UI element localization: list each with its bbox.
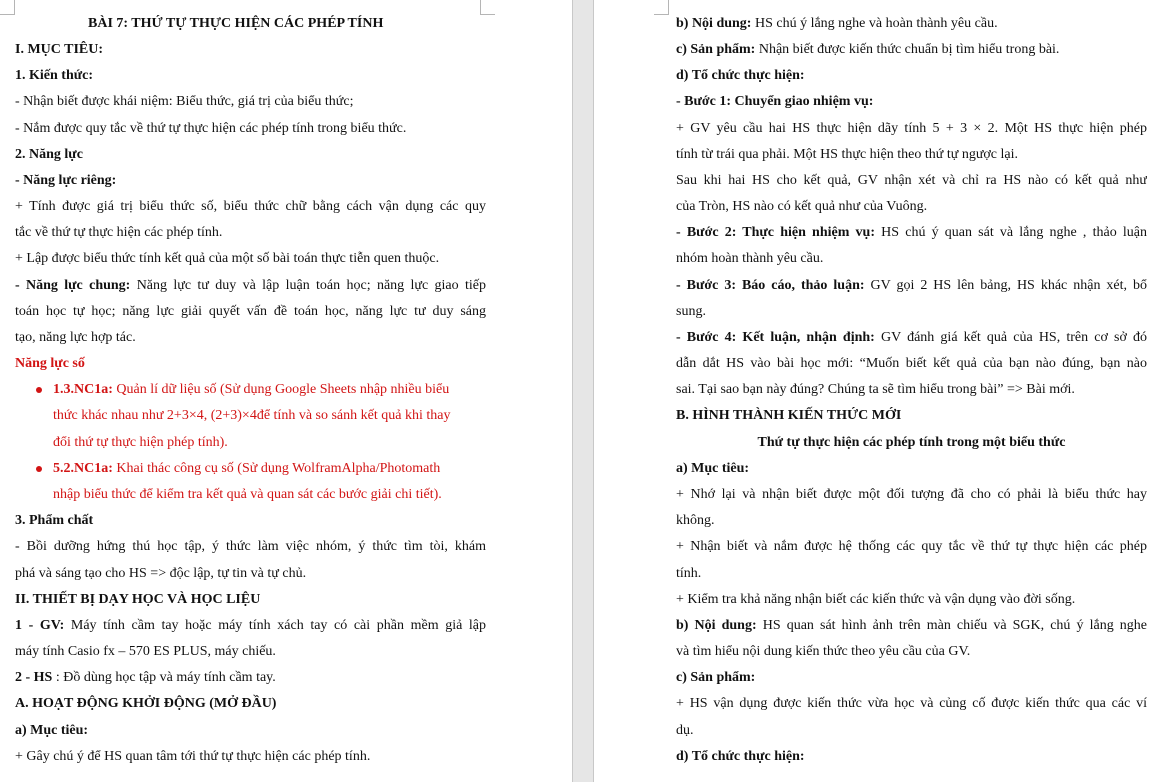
paragraph-line xyxy=(676,224,1147,242)
paragraph-line: phá và sáng tạo cho HS => độc lập, tự tin và tự chủ. xyxy=(15,566,307,581)
paragraph-line: - Nhận biết được khái niệm: Biểu thức, giá trị của biểu thức; xyxy=(15,94,354,109)
competence-code: 5.2.NC1a: xyxy=(53,461,113,476)
paragraph-line: máy tính Casio fx – 570 ES PLUS, máy chiếu. xyxy=(15,644,276,659)
inline-label: 2 - HS xyxy=(15,670,53,685)
paragraph-line xyxy=(676,277,1147,295)
paragraph-line xyxy=(15,669,276,687)
paragraph-line: tính. xyxy=(676,566,702,581)
inline-text: HS chú ý lắng nghe và hoàn thành yêu cầu. xyxy=(751,16,998,31)
paragraph-line xyxy=(676,329,1147,347)
page-corner-mark xyxy=(654,0,669,15)
page-corner-mark xyxy=(0,0,15,15)
subsection-heading: - Năng lực riêng: xyxy=(15,173,117,188)
paragraph-line: + GV yêu cầu hai HS thực hiện dãy tính 5 + 3 × 2. Một HS thực hiện phép xyxy=(676,121,1147,136)
paragraph-line: dụ. xyxy=(676,723,694,738)
paragraph-line: toán học tự học; năng lực giải quyết vấn đề toán học, năng lực tư duy sáng xyxy=(15,304,486,319)
bullet-dot xyxy=(36,387,42,393)
bullet-line: nhập biểu thức để kiểm tra kết quả và quan sát các bước giải chi tiết). xyxy=(53,487,442,502)
bullet-line: đổi thứ tự thực hiện phép tính). xyxy=(53,435,228,450)
inline-text: GV gọi 2 HS lên bảng, HS khác nhận xét, bổ xyxy=(864,278,1147,293)
inline-label: 1 - GV: xyxy=(15,618,65,633)
inline-label: - Bước 2: Thực hiện nhiệm vụ: xyxy=(676,225,875,240)
left-page xyxy=(0,0,572,782)
right-page xyxy=(594,0,1166,782)
inline-text: Năng lực tư duy và lập luận toán học; năng lực giao tiếp xyxy=(130,278,486,293)
paragraph-line: + Nhớ lại và nhận biết được một đối tượng đã cho có phải là biểu thức hay xyxy=(676,487,1147,502)
paragraph-line: tính từ trái qua phải. Một HS thực hiện theo thứ tự ngược lại. xyxy=(676,147,1019,162)
subsection-heading: a) Mục tiêu: xyxy=(15,723,89,738)
inline-text: HS chú ý quan sát và lắng nghe , thảo luận xyxy=(875,225,1147,240)
section-heading: A. HOẠT ĐỘNG KHỞI ĐỘNG (MỞ ĐẦU) xyxy=(15,696,277,711)
digital-competence-heading: Năng lực số xyxy=(15,356,85,371)
inline-label: - Năng lực chung: xyxy=(15,278,131,293)
subsection-heading: c) Sản phẩm: xyxy=(676,670,756,685)
paragraph-line: + HS vận dụng được kiến thức vừa học và củng cố được kiến thức qua các ví xyxy=(676,696,1147,711)
inline-text: Khai thác công cụ số (Sử dụng WolframAlpha/Photomath xyxy=(112,461,441,476)
paragraph-line: - Bồi dưỡng hứng thú học tập, ý thức làm việc nhóm, ý thức tìm tòi, khám xyxy=(15,539,486,554)
paragraph-line: + Gây chú ý để HS quan tâm tới thứ tự thực hiện các phép tính. xyxy=(15,749,371,764)
paragraph-line: sai. Tại sao bạn này đúng? Chúng ta sẽ tìm hiểu trong bài” => Bài mới. xyxy=(676,382,1075,397)
paragraph-line: Sau khi hai HS cho kết quả, GV nhận xét và chỉ ra HS nào có kết quả như xyxy=(676,173,1147,188)
inline-label: - Bước 4: Kết luận, nhận định: xyxy=(676,330,875,345)
competence-code: 1.3.NC1a: xyxy=(53,382,113,397)
paragraph-line: sung. xyxy=(676,304,706,319)
bullet-line: thức khác nhau như 2+3×4, (2+3)×4để tính và so sánh kết quả khi thay xyxy=(53,408,451,423)
inline-text: HS quan sát hình ảnh trên màn chiếu và SGK, chú ý lắng nghe xyxy=(756,618,1147,633)
paragraph-line xyxy=(15,617,486,635)
paragraph-line: của Tròn, HS nào có kết quả như của Vuông. xyxy=(676,199,928,214)
inline-text: Quản lí dữ liệu số (Sử dụng Google Sheets nhập nhiều biểu xyxy=(112,382,450,397)
subsection-heading: d) Tổ chức thực hiện: xyxy=(676,68,805,83)
inline-text: GV đánh giá kết quả của HS, trên cơ sở đó xyxy=(874,330,1147,345)
inline-label: b) Nội dung: xyxy=(676,16,752,31)
inline-text: Máy tính cầm tay hoặc máy tính xách tay có cài phần mềm giả lập xyxy=(64,618,486,633)
section-heading: B. HÌNH THÀNH KIẾN THỨC MỚI xyxy=(676,408,902,423)
paragraph-line: không. xyxy=(676,513,715,528)
page-corner-mark xyxy=(480,0,495,15)
paragraph-line: + Nhận biết và nắm được hệ thống các quy tắc về thứ tự thực hiện các phép xyxy=(676,539,1147,554)
inline-label: c) Sản phẩm: xyxy=(676,42,756,57)
paragraph-line: tắc về thứ tự thực hiện các phép tính. xyxy=(15,225,223,240)
paragraph-line: tạo, năng lực hợp tác. xyxy=(15,330,136,345)
inline-text: : Đồ dùng học tập và máy tính cầm tay. xyxy=(52,670,276,685)
lesson-subtitle: Thứ tự thực hiện các phép tính trong một biểu thức xyxy=(757,435,1066,450)
paragraph-line: + Kiểm tra khả năng nhận biết các kiến thức và vận dụng vào đời sống. xyxy=(676,592,1076,607)
page-gutter xyxy=(572,0,594,782)
inline-label: - Bước 3: Báo cáo, thảo luận: xyxy=(676,278,865,293)
subsection-heading: a) Mục tiêu: xyxy=(676,461,750,476)
subsection-heading: d) Tổ chức thực hiện: xyxy=(676,749,805,764)
bullet-line xyxy=(53,381,449,399)
paragraph-line xyxy=(15,277,486,295)
page-edge xyxy=(572,0,573,782)
subsection-heading: 1. Kiến thức: xyxy=(15,68,94,83)
paragraph-line: dẫn dắt HS vào bài học mới: “Muốn biết kết quả của bạn nào đúng, bạn nào xyxy=(676,356,1147,371)
inline-text: Nhận biết được kiến thức chuẩn bị tìm hiểu trong bài. xyxy=(755,42,1060,57)
paragraph-line xyxy=(676,41,1059,59)
paragraph-line: - Nắm được quy tắc về thứ tự thực hiện các phép tính trong biểu thức. xyxy=(15,121,407,136)
step-heading: - Bước 1: Chuyển giao nhiệm vụ: xyxy=(676,94,874,109)
paragraph-line xyxy=(676,15,998,33)
section-heading: I. MỤC TIÊU: xyxy=(15,42,104,57)
bullet-dot xyxy=(36,466,42,472)
paragraph-line xyxy=(676,617,1147,635)
subsection-heading: 2. Năng lực xyxy=(15,147,83,162)
section-heading: II. THIẾT BỊ DẠY HỌC VÀ HỌC LIỆU xyxy=(15,592,261,607)
paragraph-line: + Tính được giá trị biểu thức số, biểu thức chữ bằng cách vận dụng các quy xyxy=(15,199,486,214)
lesson-title: BÀI 7: THỨ TỰ THỰC HIỆN CÁC PHÉP TÍNH xyxy=(88,16,384,31)
subsection-heading: 3. Phẩm chất xyxy=(15,513,94,528)
paragraph-line: nhóm hoàn thành yêu cầu. xyxy=(676,251,824,266)
bullet-line xyxy=(53,460,440,478)
paragraph-line: + Lập được biểu thức tính kết quả của một số bài toán thực tiễn quen thuộc. xyxy=(15,251,440,266)
paragraph-line: và tìm hiểu nội dung kiến thức theo yêu cầu của GV. xyxy=(676,644,971,659)
inline-label: b) Nội dung: xyxy=(676,618,757,633)
